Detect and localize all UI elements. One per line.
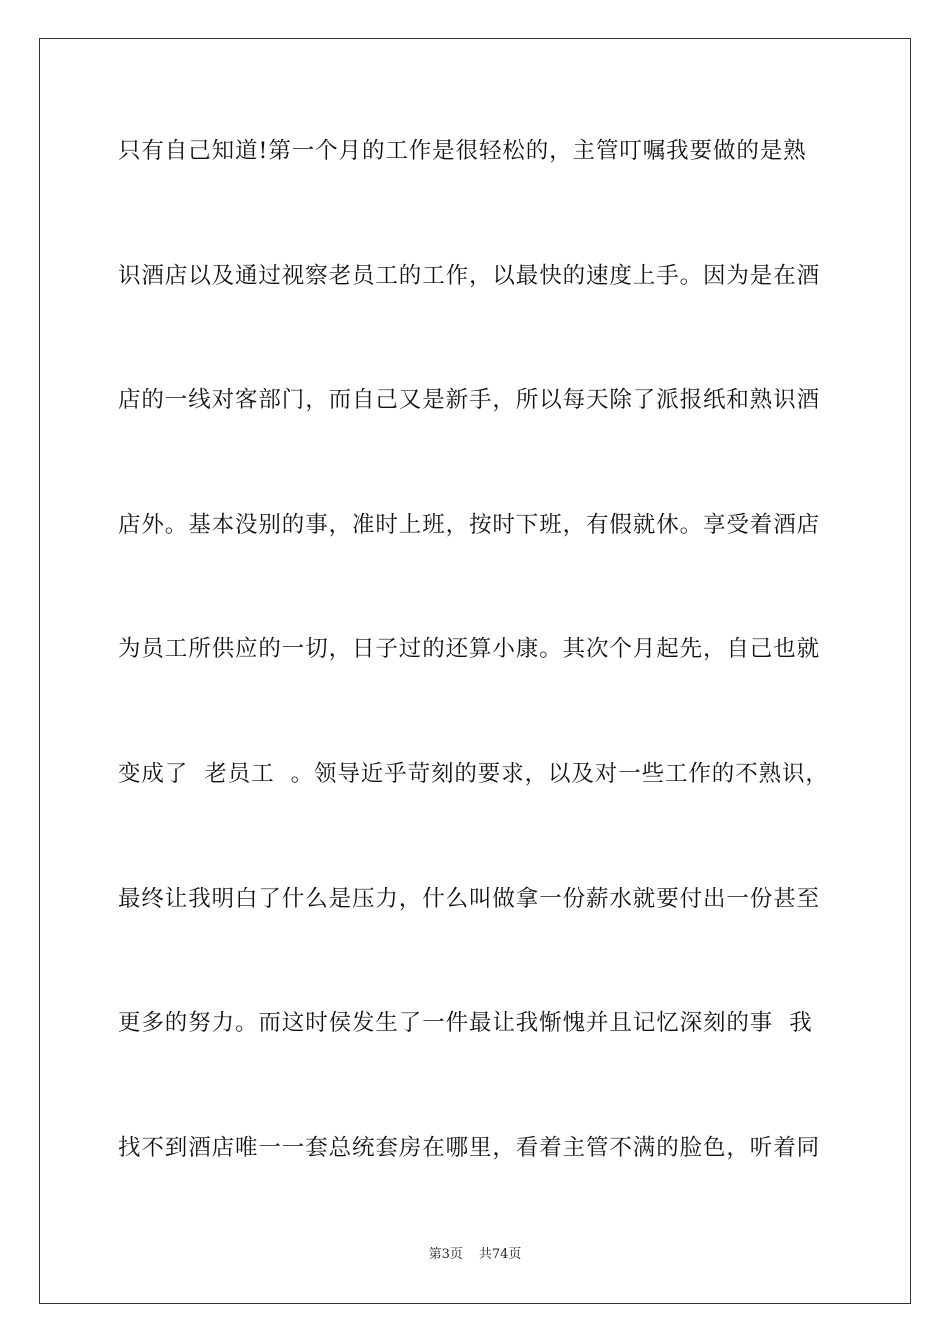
page-footer — [0, 1245, 950, 1265]
text-line-8: 更多的努力。而这时侯发生了一件最让我惭愧并且记忆深刻的事 我 — [118, 1010, 813, 1037]
text-line-6: 变成了 老员工 。领导近乎苛刻的要求，以及对一些工作的不熟识， — [118, 760, 829, 787]
text-line-7: 最终让我明白了什么是压力，什么叫做拿一份薪水就要付出一份甚至 — [118, 885, 821, 912]
total-page-count: 共74页 — [478, 1247, 522, 1262]
text-line-3: 店的一线对客部门，而自己又是新手，所以每天除了派报纸和熟识酒 — [118, 387, 821, 414]
text-line-5: 为员工所供应的一切，日子过的还算小康。其次个月起先，自己也就 — [118, 636, 821, 663]
document-body — [118, 128, 838, 1249]
text-line-1: 只有自己知道!第一个月的工作是很轻松的，主管叮嘱我要做的是熟 — [118, 138, 807, 164]
text-line-2: 识酒店以及通过视察老员工的工作，以最快的速度上手。因为是在酒 — [118, 262, 821, 289]
text-line-9: 找不到酒店唯一一套总统套房在哪里，看着主管不满的脸色，听着同 — [118, 1134, 821, 1161]
text-line-4: 店外。基本没别的事，准时上班，按时下班，有假就休。享受着酒店 — [118, 511, 821, 538]
current-page-number: 第3页 — [428, 1247, 463, 1262]
